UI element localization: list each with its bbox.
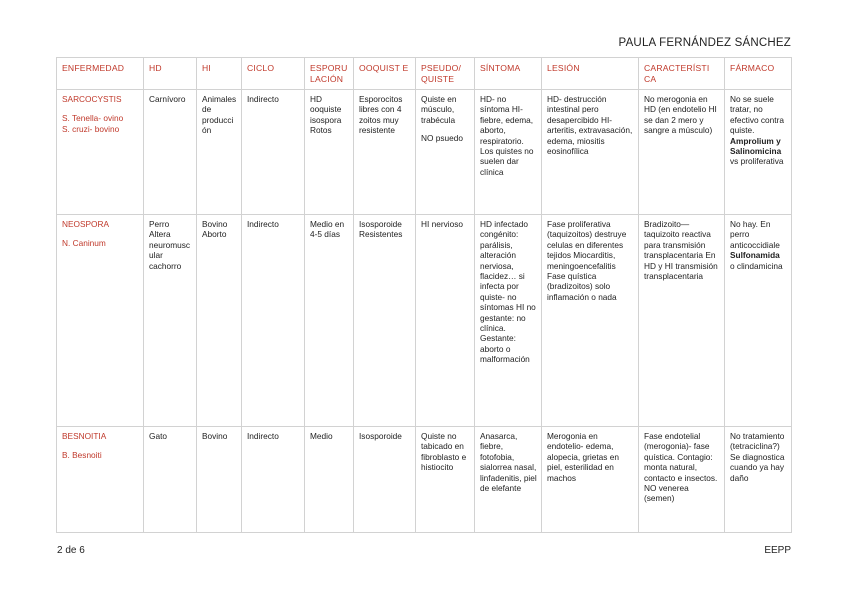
disease-name: NEOSPORA [62, 219, 110, 229]
column-header: CICLO [242, 58, 305, 90]
farmaco-text: vs proliferativa [730, 156, 784, 167]
esporulacion-cell: Medio [305, 427, 354, 533]
species-name: S. cruzi- bovino [62, 123, 120, 134]
disease-name: BESNOITIA [62, 431, 107, 441]
pseudoquiste-cell: HI nervioso [416, 215, 475, 427]
species-name: B. Besnoiti [62, 450, 102, 461]
farmaco-drug: Sulfonamida [730, 250, 780, 261]
ooquiste-cell: Isosporoide Resistentes [354, 215, 416, 427]
lesion-cell: HD- destrucción intestinal pero desapercibido HI- arteritis, extravasación, edema, miositis eosinofílica [542, 90, 639, 215]
column-header: OOQUIST E [354, 58, 416, 90]
lesion-cell: Merogonia en endotelio- edema, alopecia, grietas en piel, esterilidad en machos [542, 427, 639, 533]
author-name: PAULA FERNÁNDEZ SÁNCHEZ [618, 37, 791, 49]
disease-name: SARCOCYSTIS [62, 94, 122, 104]
column-header: SÍNTOMA [475, 58, 542, 90]
table-row [57, 215, 792, 427]
pseudoquiste-text: NO psuedo [421, 133, 463, 144]
ooquiste-cell: Isosporoide [354, 427, 416, 533]
page-number: 2 de 6 [57, 545, 85, 556]
pseudoquiste-cell [416, 90, 475, 215]
sintoma-cell: HD- no síntoma HI- fiebre, edema, aborto, respiratorio. Los quistes no suelen dar clínica [475, 90, 542, 215]
hi-cell: Bovino [197, 427, 242, 533]
disease-cell [57, 215, 144, 427]
hd-cell: Perro Altera neuromuscular cachorro [144, 215, 197, 427]
hi-cell: Bovino Aborto [197, 215, 242, 427]
ciclo-cell: Indirecto [242, 427, 305, 533]
column-header: ESPORU LACIÓN [305, 58, 354, 90]
farmaco-cell: No tratamiento (tetraciclina?) Se diagnostica cuando ya hay daño [725, 427, 792, 533]
hd-cell: Carnívoro [144, 90, 197, 215]
table-header [57, 58, 792, 90]
column-header: CARACTERÍSTI CA [639, 58, 725, 90]
farmaco-cell [725, 90, 792, 215]
pseudoquiste-cell: Quiste no tabicado en fibroblasto e histiocito [416, 427, 475, 533]
table-row [57, 90, 792, 215]
footer-label: EEPP [764, 545, 791, 556]
table-row [57, 427, 792, 533]
farmaco-cell [725, 215, 792, 427]
hd-cell: Gato [144, 427, 197, 533]
farmaco-text: No hay. En perro anticoccidiale [730, 219, 780, 250]
lesion-cell: Fase proliferativa (taquizoitos) destruye celulas en diferentes tejidos Miocarditis, meningoencefalitis Fase quística (bradizoitos) solo inflamación o nada [542, 215, 639, 427]
sintoma-cell: Anasarca, fiebre, fotofobia, sialorrea nasal, linfadenitis, piel de elefante [475, 427, 542, 533]
column-header: LESIÓN [542, 58, 639, 90]
hi-cell: Animales de producción [197, 90, 242, 215]
ooquiste-cell: Esporocitos libres con 4 zoitos muy resistente [354, 90, 416, 215]
ciclo-cell: Indirecto [242, 90, 305, 215]
column-header: FÁRMACO [725, 58, 792, 90]
caracteristica-cell: Fase endotelial (merogonia)- fase quística. Contagio: monta natural, contacto e insectos. NO venerea (semen) [639, 427, 725, 533]
species-name: S. Tenella- ovino [62, 113, 124, 124]
caracteristica-cell: Bradizoito— taquizoito reactiva para transmisión transplacentaria En HD y HI transmisión transplacentaria [639, 215, 725, 427]
disease-cell [57, 90, 144, 215]
esporulacion-cell: Medio en 4-5 días [305, 215, 354, 427]
farmaco-text: o clindamicina [730, 260, 783, 271]
column-header: PSEUDO/ QUISTE [416, 58, 475, 90]
sintoma-cell: HD infectado congénito: parálisis, alteración nerviosa, flacidez… si infecta por quiste- no síntomas HI no gestante: no clínica. Gestante: aborto o malformación [475, 215, 542, 427]
esporulacion-cell: HD ooquiste isospora Rotos [305, 90, 354, 215]
column-header: HD [144, 58, 197, 90]
farmaco-drug: Amprolium y Salinomicina [730, 135, 782, 157]
disease-table [56, 57, 792, 533]
column-header: HI [197, 58, 242, 90]
disease-cell [57, 427, 144, 533]
farmaco-text: No se suele tratar, no efectivo contra quiste. [730, 94, 784, 136]
species-name: N. Caninum [62, 238, 106, 249]
caracteristica-cell: No merogonia en HD (en endotelio HI se dan 2 mero y sangre a músculo) [639, 90, 725, 215]
pseudoquiste-text: Quiste en músculo, trabécula [421, 94, 457, 125]
ciclo-cell: Indirecto [242, 215, 305, 427]
column-header: ENFERMEDAD [57, 58, 144, 90]
